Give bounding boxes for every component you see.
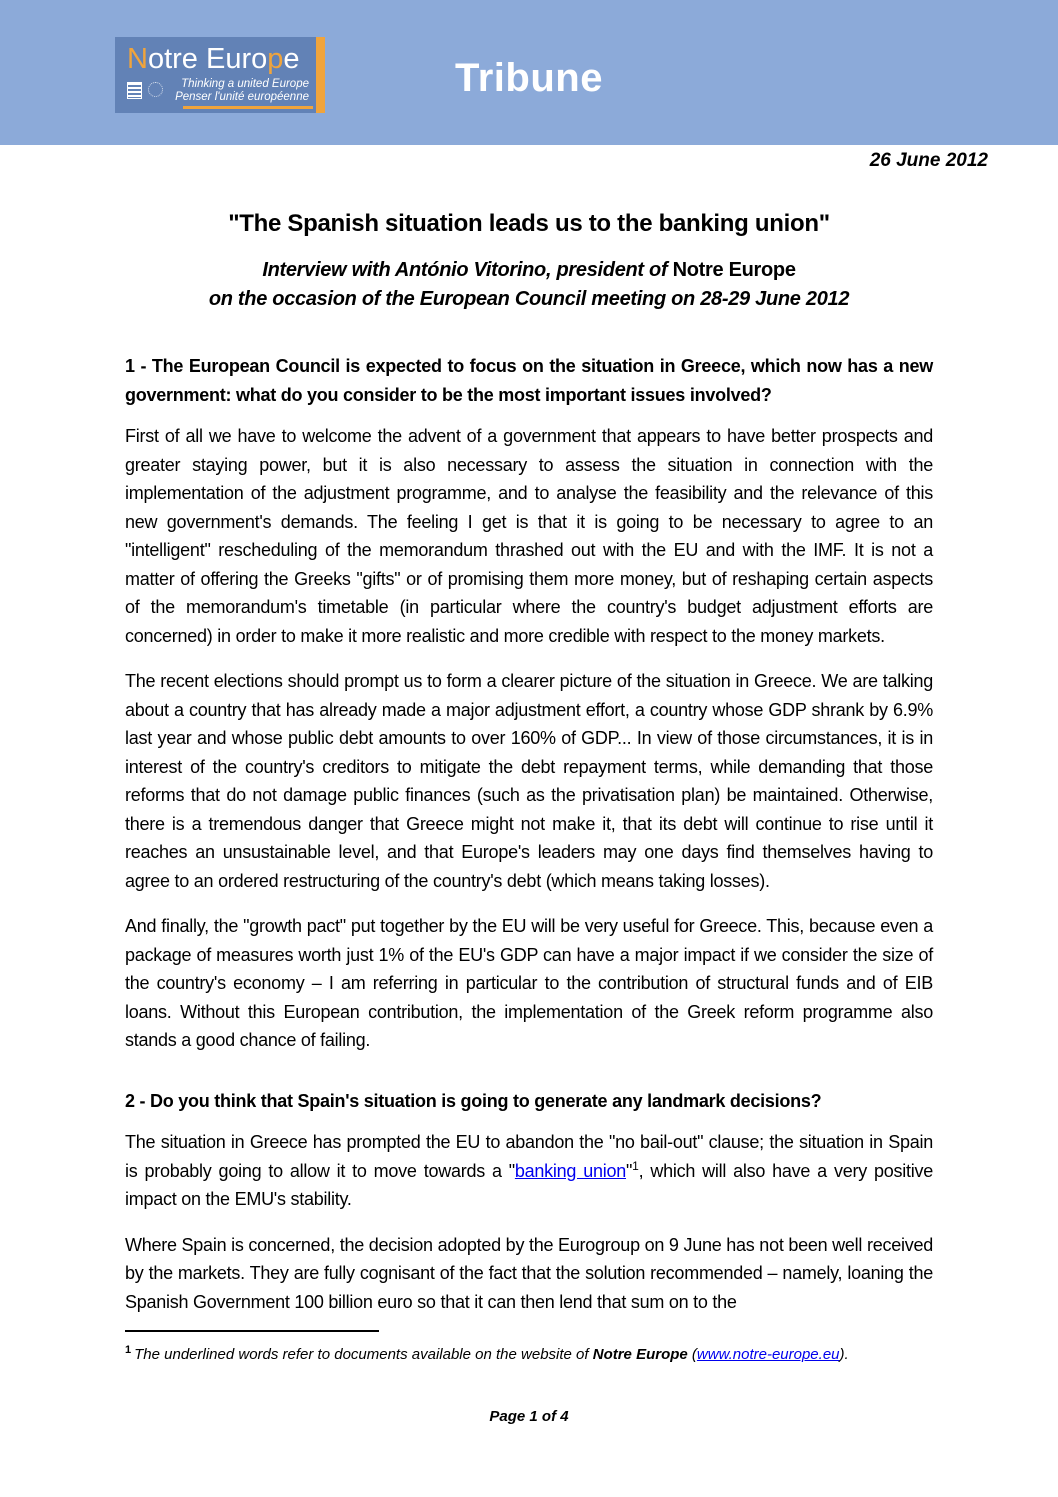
footnote-text [125,1340,933,1365]
notre-europe-website-link[interactable]: www.notre-europe.eu [696,1346,840,1363]
document-date: 26 June 2012 [869,150,988,171]
answer-2-p1-after: , which will also have a very positive impact on the EMU's stability. [125,1160,933,1209]
logo-tagline-en: Thinking a united Europe [181,78,309,90]
document-title: "The Spanish situation leads us to the banking union" [228,210,830,237]
page-number: Page 1 of 4 [489,1408,569,1425]
footnote-marker: 1 [125,1344,132,1356]
document-subtitle [105,256,953,314]
answer-2-paragraph-1 [125,1128,933,1214]
question-1-heading: 1 - The European Council is expected to focus on the situation in Greece, which now has a new government: what do you consider to be the most important issues involved? [125,356,933,405]
answer-1-paragraph-2: The recent elections should prompt us to form a clearer picture of the situation in Greece. We are talking about a country that has already made a major adjustment effort, a country whose GDP shrank by 6.9% last year and whose public debt amounts to over 160% of GDP... In view of those circumstances, it is in interest of the country's creditors to mitigate the debt repayment terms, while demanding that those reforms that do not damage public finances (such as the privatisation plan) be maintained. Otherwise, there is a tremendous danger that Greece might not make it, that its debt will continue to rise until it reaches an unsustainable level, and that Europe's leaders may one days find themselves having to agree to an ordered restructuring of the country's debt (which means taking losses). [125,671,933,891]
footnote-paren-close: ). [839,1346,849,1363]
banner-title: Tribune [455,56,603,100]
logo-name-mid: otre Euro [147,43,268,75]
banking-union-link[interactable]: banking union [514,1160,626,1181]
answer-2-paragraph-2: Where Spain is concerned, the decision adopted by the Eurogroup on 9 June has not been well received by the markets. They are fully cognisant of the fact that the solution recommended – namely, loaning the Spanish Government 100 billion euro so that it can then lend that sum on to the [125,1234,933,1312]
footnote-paren-open: ( [691,1346,697,1363]
footnote-separator-rule [125,1330,379,1332]
logo-accent-underline [183,106,313,109]
answer-1-paragraph-1: First of all we have to welcome the advent of a government that appears to have better prospects and greater staying power, but it is also necessary to assess the situation in connection with the implementation of the adjustment programme, and to analyse the feasibility and the relevance of this new government's demands. The feeling I get is that it is going to be necessary to agree to an "intelligent" rescheduling of the memorandum thrashed out with the EU and with the IMF. It is not a matter of offering the Greeks "gifts" or of promising them more money, but of reshaping certain aspects of the memorandum's timetable (in particular where the country's budget adjustment efforts are concerned) in order to make it more realistic and more credible with respect to the money markets. [125,426,933,646]
answer-2-p1-before: The situation in Greece has prompted the EU to abandon the "no bail-out" clause; the situation in Spain is probably going to allow it to move towards a " [125,1132,933,1181]
footnote-reference-1: 1 [632,1158,639,1173]
subtitle-interview-with: Interview with António Vitorino, president of [262,259,673,281]
logo-letter-p: p [267,43,284,75]
logo-letter-n: N [127,43,148,75]
logo-tagline-fr: Penser l'unité européenne [175,91,309,103]
footnote-section [125,1330,933,1365]
header-banner [0,0,1058,145]
footnote-body-italic: The underlined words refer to documents available on the website of [134,1346,593,1363]
document-body [125,352,933,1333]
logo-letter-e: e [283,43,300,75]
footnote-org-name: Notre Europe [592,1346,692,1363]
answer-1-paragraph-3: And finally, the "growth pact" put together by the EU will be very useful for Greece. This, because even a package of measures worth just 1% of the EU's GDP can have a major impact if we consider the size of the country's economy – I am referring in particular to the contribution of structural funds and of EIB loans. Without this European contribution, the implementation of the Greek reform programme also stands a good chance of failing. [125,916,933,1050]
subtitle-occasion: on the occasion of the European Council meeting on 28-29 June 2012 [208,288,850,310]
answer-2-p1-endquote: " [626,1160,633,1181]
question-2-heading: 2 - Do you think that Spain's situation is going to generate any landmark decisions? [125,1090,822,1111]
subtitle-org-name: Notre Europe [672,259,796,281]
